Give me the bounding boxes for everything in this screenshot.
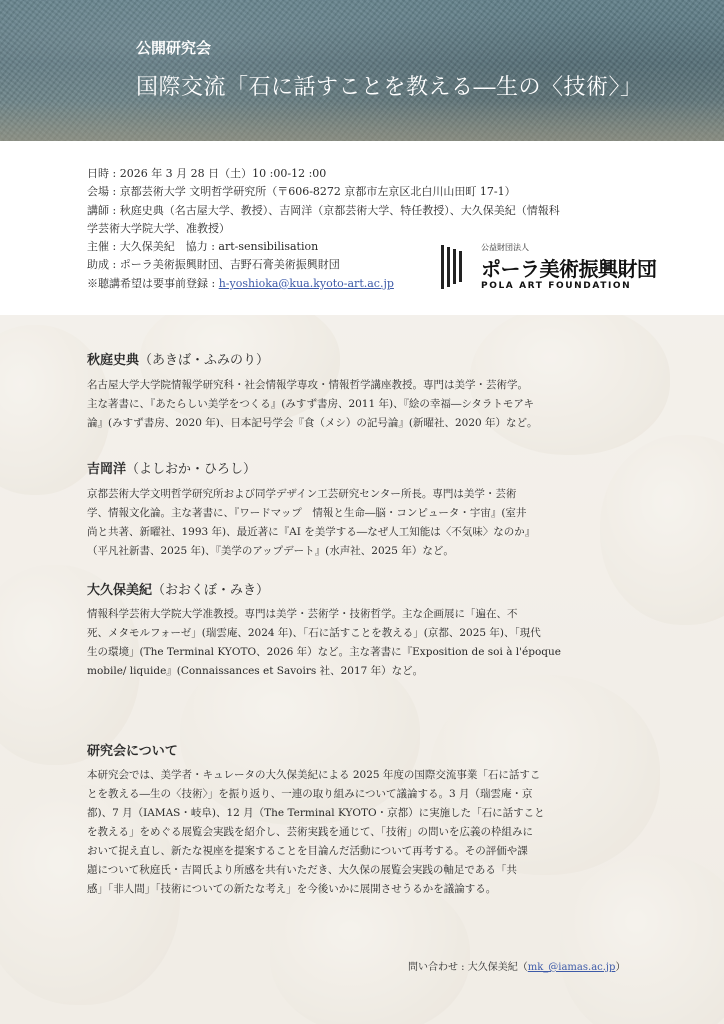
speaker-heading xyxy=(87,349,269,368)
event-type-label: 公開研究会 xyxy=(136,39,212,57)
about-line: 本研究会では、美学者・キュレータの大久保美紀による 2025 年度の国際交流事業「石に話すこ xyxy=(87,769,541,781)
speaker-reading: （あきば・ふみのり） xyxy=(139,353,270,368)
speaker-reading: （よしおか・ひろし） xyxy=(126,462,257,477)
speaker-heading xyxy=(87,458,256,477)
speaker-heading xyxy=(87,579,269,598)
registration-email-link[interactable]: h-yoshioka@kua.kyoto-art.ac.jp xyxy=(218,276,394,290)
about-line: とを教える―生の〈技術〉」を振り返り、一連の取り組みについて議論する。3 月（瑞雲庵・京 xyxy=(87,788,533,800)
bio-line: 情報科学芸術大学院大学准教授。専門は美学・芸術学・技術哲学。主な企画展に「遍在、不 xyxy=(87,608,518,620)
about-line: を教える」をめぐる展覧会実践を紹介し、芸術実践を通じて、「技術」の問いを広義の枠組みに xyxy=(87,826,534,838)
event-host: 主催 : 大久保美紀 協力 : art-sensibilisation xyxy=(87,240,319,254)
header-banner xyxy=(0,0,724,141)
bio-line: 名古屋大学大学院情報学研究科・社会情報学専攻・情報哲学講座教授。専門は美学・芸術学。 xyxy=(87,379,528,391)
stone-texture xyxy=(0,101,724,141)
logo-bars-icon xyxy=(441,245,471,289)
event-title: 国際交流「石に話すことを教える―生の〈技術〉」 xyxy=(136,75,643,100)
event-speakers-cont: 学芸術大学院大学、准教授） xyxy=(87,221,230,235)
contact-email-link[interactable]: mk_@iamas.ac.jp xyxy=(527,962,616,973)
event-venue: 会場 : 京都芸術大学 文明哲学研究所（〒606-8272 京都市左京区北白川山田町 17-1） xyxy=(87,185,516,199)
bio-line: 主な著書に、『あたらしい美学をつくる』(みすず書房、2011 年)、『絵の幸福―シタラトモアキ xyxy=(87,398,535,410)
about-line: 題について秋庭氏・吉岡氏より所感を共有いただき、大久保の展覧会実践の軸足である「共 xyxy=(87,864,517,876)
logo-main-text: ポーラ美術振興財団 xyxy=(481,257,657,281)
logo-sub-text: 公益財団法人 xyxy=(481,243,529,252)
bio-line: 尚と共著、新曜社、1993 年)、最近著に『AI を美学する―なぜ人工知能は〈不気味〉なのか』 xyxy=(87,526,536,538)
about-line: 都)、7 月（IAMAS・岐阜)、12 月（The Terminal KYOTO・京都）に実施した「石に話すこと xyxy=(87,807,545,819)
speaker-bio xyxy=(87,376,647,433)
about-line: おいて捉え直し、新たな視座を提案することを目論んだ活動について再考する。その評価や課 xyxy=(87,845,528,857)
logo-english-text: POLA ART FOUNDATION xyxy=(481,281,632,291)
bio-line: 京都芸術大学文明哲学研究所および同学デザイン工芸研究センター所長。専門は美学・芸術 xyxy=(87,488,517,500)
bio-line: mobile/ liquide』(Connaissances et Savoirs 社、2017 年）など。 xyxy=(87,665,424,677)
speaker-name: 秋庭史典 xyxy=(87,353,140,368)
speaker-bio xyxy=(87,485,647,561)
about-heading: 研究会について xyxy=(87,744,178,759)
event-info xyxy=(0,141,724,315)
bio-line: 死、メタモルフォーゼ」(瑞雲庵、2024 年)、「石に話すことを教える」(京都、2025 年)、「現代 xyxy=(87,627,541,639)
speaker-bio xyxy=(87,605,647,681)
event-date: 日時 : 2026 年 3 月 28 日（土）10 :00-12 :00 xyxy=(87,167,327,180)
bio-line: （平凡社新書、2025 年)、『美学のアップデート』(水声社、2025 年）など。 xyxy=(87,545,454,557)
about-text xyxy=(87,766,647,899)
contact-info xyxy=(408,958,625,973)
contact-label: 問い合わせ : 大久保美紀（ xyxy=(408,962,528,973)
speaker-name: 吉岡洋 xyxy=(87,462,127,477)
bio-line: 生の環境」(The Terminal KYOTO、2026 年）など。主な著書に『Exposition de soi à l'époque xyxy=(87,646,561,658)
speaker-reading: （おおくぼ・みき） xyxy=(152,583,270,598)
event-support: 助成 : ポーラ美術振興財団、吉野石膏美術振興財団 xyxy=(87,258,340,272)
bio-line: 論』(みすず書房、2020 年)、日本記号学会『食（メシ）の記号論』(新曜社、2020 年）など。 xyxy=(87,417,538,429)
about-line: 感」「非人間」「技術についての新たな考え」を今後いかに展開させうるかを議論する。 xyxy=(87,883,497,895)
bio-line: 学、情報文化論。主な著書に、『ワードマップ 情報と生命―脳・コンピュータ・宇宙』(室井 xyxy=(87,507,527,519)
event-speakers: 講師 : 秋庭史典（名古屋大学、教授）、吉岡洋（京都芸術大学、特任教授）、大久保美紀（情報科 xyxy=(87,203,560,217)
speaker-name: 大久保美紀 xyxy=(87,583,153,598)
contact-suffix: ） xyxy=(615,962,626,973)
pola-foundation-logo xyxy=(441,242,657,294)
registration-label: ※聴講希望は要事前登録 : xyxy=(87,276,219,290)
